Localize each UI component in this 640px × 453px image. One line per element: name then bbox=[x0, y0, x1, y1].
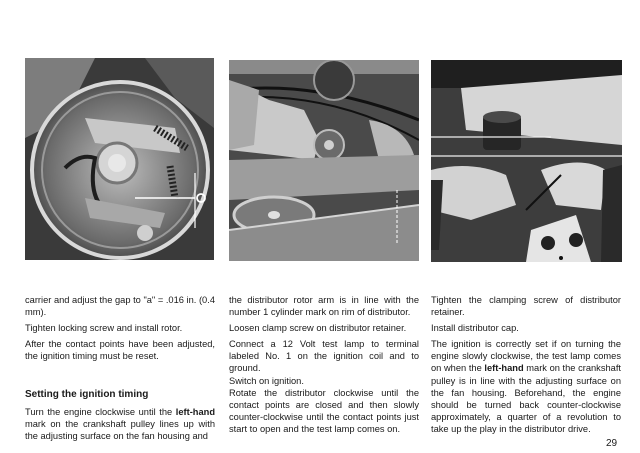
paragraph-tighten-clamp: Tighten the clamping screw of distributor retainer. bbox=[431, 295, 621, 318]
text-run: Turn the engine clockwise until the bbox=[25, 406, 176, 417]
paragraph-rotate-distributor: Rotate the distributor clockwise until the contact points are closed and then slowly counter-clockwise until the contact points just start to open and the test lamp comes on. bbox=[229, 387, 419, 434]
section-heading-ignition-timing: Setting the ignition timing bbox=[25, 389, 149, 401]
paragraph-gap-adjust: carrier and adjust the gap to "a" = .016 in. (0.4 mm). bbox=[25, 295, 215, 318]
text-column-3 bbox=[431, 294, 621, 439]
distributor-photo-illustration bbox=[25, 58, 214, 260]
page-number: 29 bbox=[606, 438, 618, 449]
emphasis-left-hand: left-hand bbox=[484, 363, 524, 374]
paragraph-reset-timing: After the contact points have been adjusted, the ignition timing must be reset. bbox=[25, 339, 215, 362]
paragraph-connect-lamp: Connect a 12 Volt test lamp to terminal labeled No. 1 on the ignition coil and to ground. bbox=[229, 339, 419, 374]
emphasis-left-hand: left-hand bbox=[175, 406, 215, 417]
figure-test-lamp-connection bbox=[431, 60, 622, 262]
figure-rotate-distributor bbox=[229, 60, 419, 261]
paragraph-rotor-arm: the distributor rotor arm is in line with the number 1 cylinder mark on rim of distributor. bbox=[229, 295, 419, 318]
engine-distributor-photo-illustration bbox=[229, 60, 419, 261]
paragraph-install-rotor: Tighten locking screw and install rotor. bbox=[25, 323, 183, 334]
text-run: mark on the crankshaft pulley is in line with the adjusting surface on the fan housing. Beforehand, the engine should be turned back counter-clockwise approximately, a quarter of a revolution to take up the play in the distributor drive. bbox=[431, 363, 621, 434]
text-column-2 bbox=[229, 294, 419, 439]
figure-distributor-contact-points bbox=[25, 58, 214, 260]
paragraph-install-cap: Install distributor cap. bbox=[431, 323, 519, 334]
text-run: The ignition is correctly set if on turning the engine slowly clockwise, the test lamp comes on when the bbox=[431, 339, 621, 374]
paragraph-switch-ignition: Switch on ignition. bbox=[229, 375, 304, 386]
test-lamp-photo-illustration bbox=[431, 60, 622, 262]
text-run: mark on the crankshaft pulley lines up with the adjusting surface on the fan housing and bbox=[25, 418, 215, 441]
paragraph-turn-engine bbox=[25, 406, 215, 442]
paragraph-correct-setting bbox=[431, 338, 621, 435]
text-column-1 bbox=[25, 294, 215, 442]
paragraph-loosen-clamp: Loosen clamp screw on distributor retainer. bbox=[229, 323, 407, 334]
